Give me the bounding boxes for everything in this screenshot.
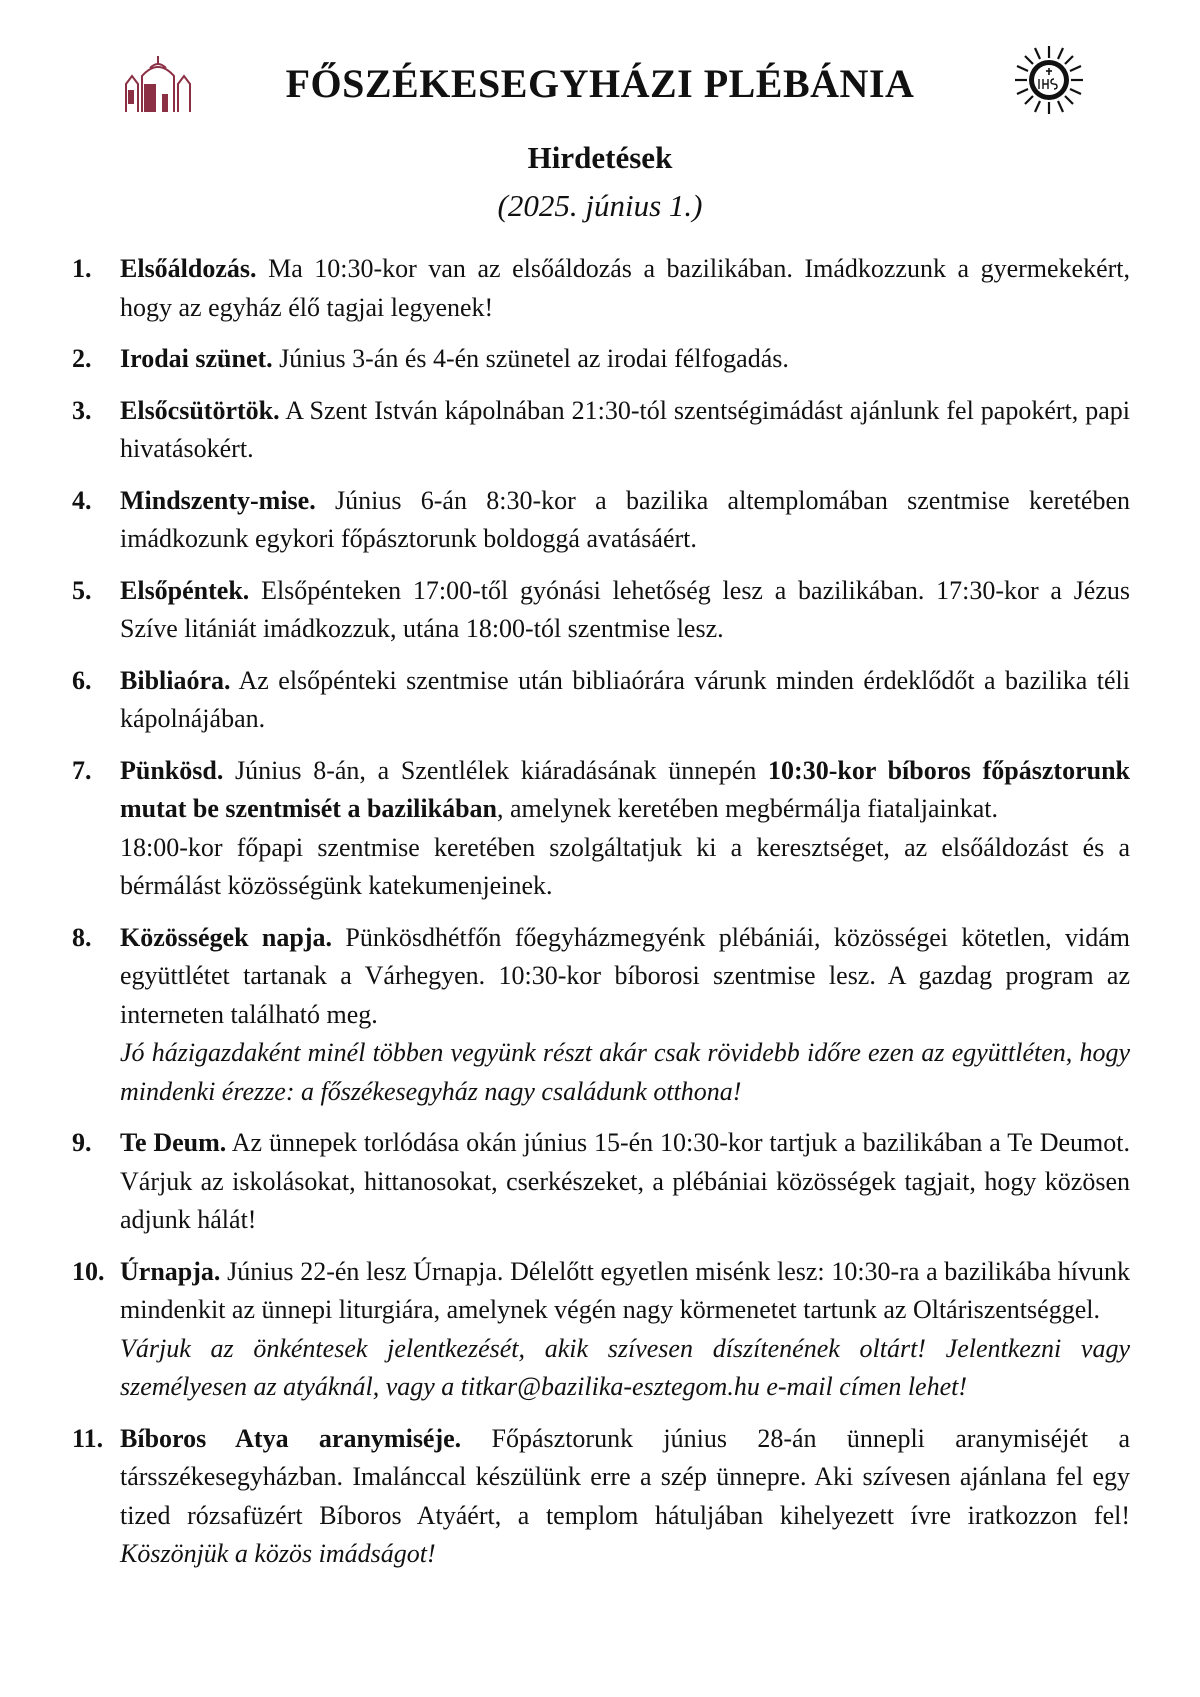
item-text: Az elsőpénteki szentmise után bibliaórára várunk minden érdeklődőt a bazilika téli kápolnájában. [120,665,1130,733]
item-number: 10. [72,1256,105,1286]
item-number: 8. [72,922,92,952]
item-text: Június 6-án 8:30-kor a bazilika altemplomában szentmise keretében imádkozunk egykori főpásztorunk boldoggá avatásáért. [120,485,1130,553]
item-title: Úrnapja. [120,1256,221,1286]
item-text: Főpásztorunk június 28-án ünnepli aranymiséjét a társszékesegyházban. Imalánccal készülünk erre a szép ünnepre. Aki szívesen ajánlana fel egy tized rózsafüzért Bíboros Atyáért, a templom hátuljában kihelyezett ívre iratkozzon fel! [120,1423,1130,1530]
item-highlight: 10:30-kor bíboros főpásztorunk mutat be szentmisét a bazilikában [120,755,1130,823]
item-italic-note: Várjuk az önkéntesek jelentkezését, akik szívesen díszítenének oltárt! Jelentkezni vagy személyesen az atyáknál, vagy a titkar@bazilika-esztegom.hu e-mail címen lehet! [120,1333,1130,1401]
item-number: 2. [72,344,92,373]
item-title: Elsőcsütörtök. [120,395,280,425]
item-title: Elsőpéntek. [120,575,250,605]
item-title: Bíboros Atya aranymiséje. [120,1423,462,1453]
list-item [72,250,1130,327]
list-item [72,482,1130,559]
item-title: Pünkösd. [120,755,224,785]
item-title: Elsőáldozás. [120,254,257,283]
item-title: Bibliaóra. [120,665,231,695]
item-title: Közösségek napja. [120,922,332,952]
ihs-sun-emblem-icon [1013,44,1085,116]
list-item [72,752,1130,906]
list-item [72,1124,1130,1240]
item-text: Június 8-án, a Szentlélek kiáradásának ünnepén [235,755,757,785]
item-number: 9. [72,1128,92,1157]
item-text: Elsőpénteken 17:00-től gyónási lehetőség lesz a bazilikában. 17:30-kor a Jézus Szíve litániát imádkozzuk, utána 18:00-tól szentmise lesz. [120,575,1131,643]
item-paragraph: 18:00-kor főpapi szentmise keretében szolgáltatjuk ki a keresztséget, az elsőáldozást és a bérmálást közösségünk katekumenjeinek. [120,832,1130,900]
list-item [72,340,1130,379]
list-item [72,572,1130,649]
item-number: 6. [72,665,92,695]
item-text: Ma 10:30-kor van az elsőáldozás a bazilikában. Imádkozzunk a gyermekekért, hogy az egyház élő tagjai legyenek! [120,254,1130,322]
item-title: Te Deum. [120,1128,227,1157]
list-item [72,1420,1130,1574]
item-number: 7. [72,755,92,785]
item-title: Irodai szünet. [120,344,273,373]
list-item [72,392,1130,469]
item-number: 11. [72,1423,104,1453]
item-italic-note: Jó házigazdaként minél többen vegyünk részt akár csak rövidebb időre ezen az együttléten, hogy mindenki érezze: a főszékesegyház nagy családunk otthona! [120,1038,1130,1106]
item-number: 1. [72,254,92,283]
page-title: FŐSZÉKESEGYHÁZI PLÉBÁNIA [285,61,915,106]
item-text: Pünkösdhétfőn főegyházmegyénk plébániái, közösségei kötetlen, vidám együttlétet tartanak a Várhegyen. 10:30-kor bíborosi szentmise lesz. A gazdag program az interneten található meg. [120,922,1130,1029]
item-number: 3. [72,395,92,425]
list-item [72,1253,1130,1407]
item-text: Az ünnepek torlódása okán június 15-én 10:30-kor tartjuk a bazilikában a Te Deumot. Várjuk az iskolásokat, hittanosokat, cserkészeket, a plébániai közösségek tagjait, hogy közösen adjunk hálát! [120,1128,1130,1234]
item-number: 5. [72,575,92,605]
announcement-date: (2025. június 1.) [497,188,703,223]
item-number: 4. [72,485,92,515]
item-text: Június 22-én lesz Úrnapja. Délelőtt egyetlen misénk lesz: 10:30-ra a bazilikába hívunk mindenkit az ünnepi liturgiára, amelynek végén nagy körmenetet tartunk az Oltáriszentséggel. [120,1256,1131,1324]
item-text: Június 3-án és 4-én szünetel az irodai félfogadás. [279,344,789,373]
item-italic-inline: Köszönjük a közös imádságot! [120,1539,436,1568]
item-text-continued: , amelynek keretében megbérmálja fiataljainkat. [497,794,998,823]
page-subtitle: Hirdetések [527,140,673,175]
list-item [72,662,1130,739]
list-item [72,919,1130,1112]
announcement-list [72,250,1130,1587]
item-text: A Szent István kápolnában 21:30-tól szentségimádást ajánlunk fel papokért, papi hivatásokért. [120,395,1130,463]
item-title: Mindszenty-mise. [120,485,316,515]
